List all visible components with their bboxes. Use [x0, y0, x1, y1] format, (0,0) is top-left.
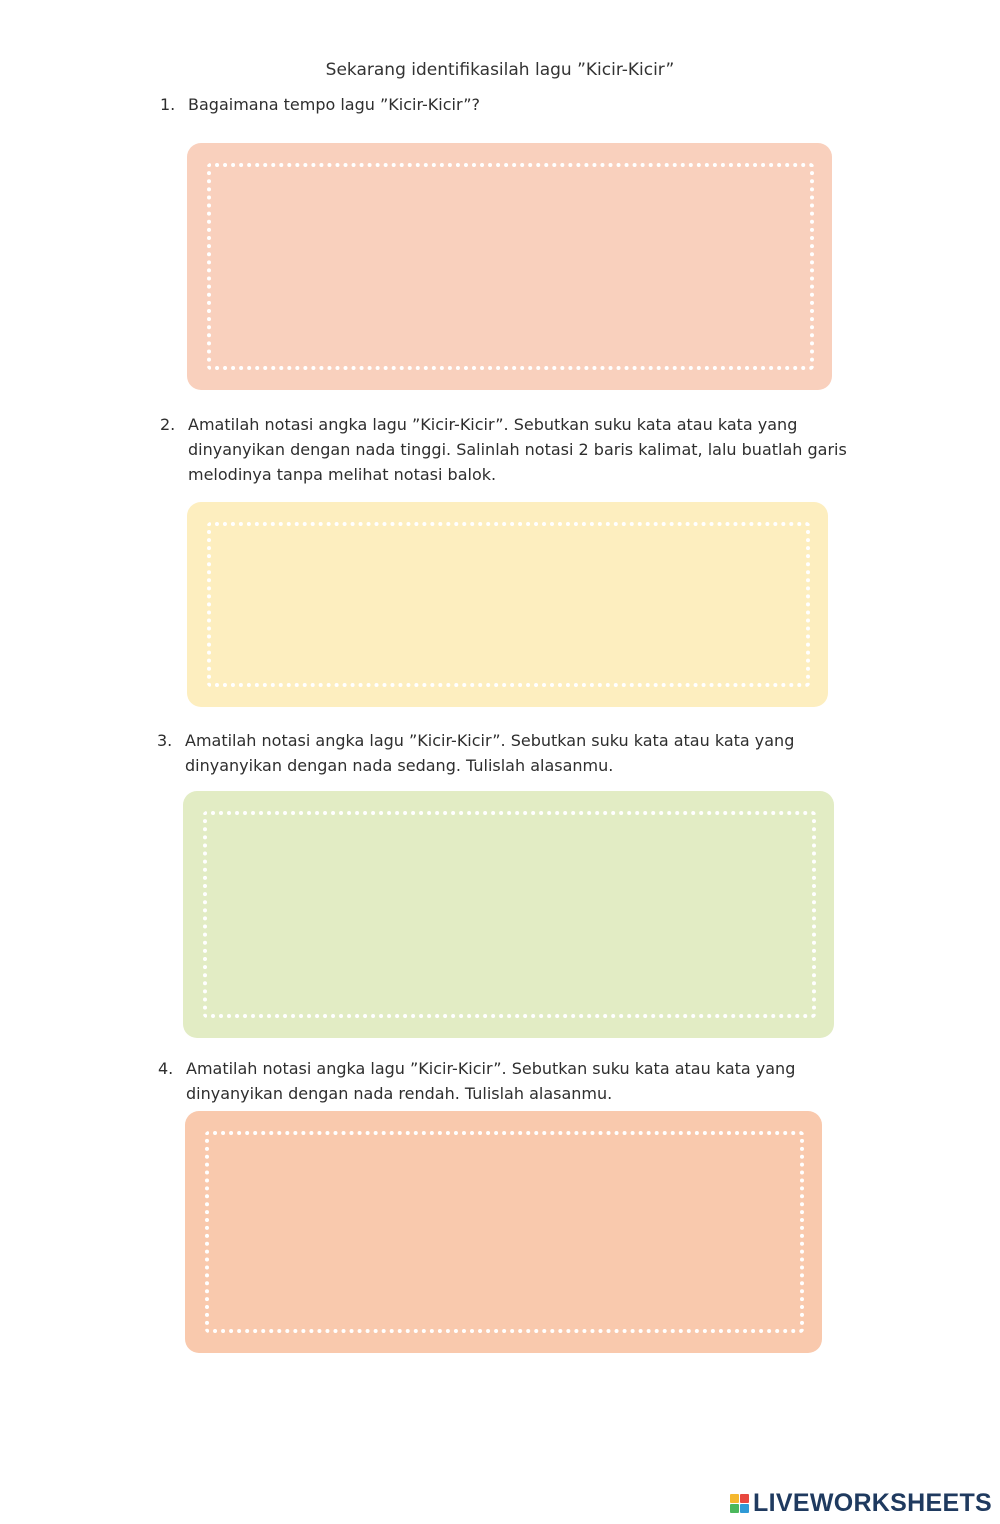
logo-square [730, 1504, 739, 1513]
answer-input-1[interactable] [221, 177, 798, 356]
question-number: 2. [160, 415, 176, 434]
question-4 [158, 1056, 848, 1106]
question-number: 3. [157, 731, 173, 750]
question-3 [157, 728, 850, 778]
answer-box-2[interactable] [187, 502, 828, 707]
question-text: Amatilah notasi angka lagu ”Kicir-Kicir”. Sebutkan suku kata atau kata yang dinyanyikan dengan nada rendah. Tulislah alasanmu. [186, 1059, 796, 1103]
question-text: Bagaimana tempo lagu ”Kicir-Kicir”? [188, 95, 480, 114]
answer-input-2[interactable] [221, 536, 794, 673]
question-2 [160, 412, 850, 487]
logo-square [730, 1494, 739, 1503]
question-number: 4. [158, 1059, 174, 1078]
answer-input-4[interactable] [219, 1145, 788, 1319]
answer-box-4[interactable] [185, 1111, 822, 1353]
answer-box-3[interactable] [183, 791, 834, 1038]
answer-box-1[interactable] [187, 143, 832, 390]
answer-input-3[interactable] [217, 825, 800, 1004]
logo-square [740, 1494, 749, 1503]
page-title: Sekarang identifikasilah lagu ”Kicir-Kicir” [325, 60, 675, 80]
logo-text: LIVEWORKSHEETS [753, 1488, 992, 1517]
question-number: 1. [160, 95, 176, 114]
question-text: Amatilah notasi angka lagu ”Kicir-Kicir”. Sebutkan suku kata atau kata yang dinyanyikan dengan nada tinggi. Salinlah notasi 2 baris kalimat, lalu buatlah garis melodinya tanpa melihat notasi balok. [188, 415, 847, 484]
logo-square [740, 1504, 749, 1513]
liveworksheets-logo[interactable] [730, 1488, 992, 1518]
question-text: Amatilah notasi angka lagu ”Kicir-Kicir”. Sebutkan suku kata atau kata yang dinyanyikan dengan nada sedang. Tulislah alasanmu. [185, 731, 795, 775]
question-1 [160, 92, 840, 117]
logo-mark-icon [730, 1494, 749, 1513]
